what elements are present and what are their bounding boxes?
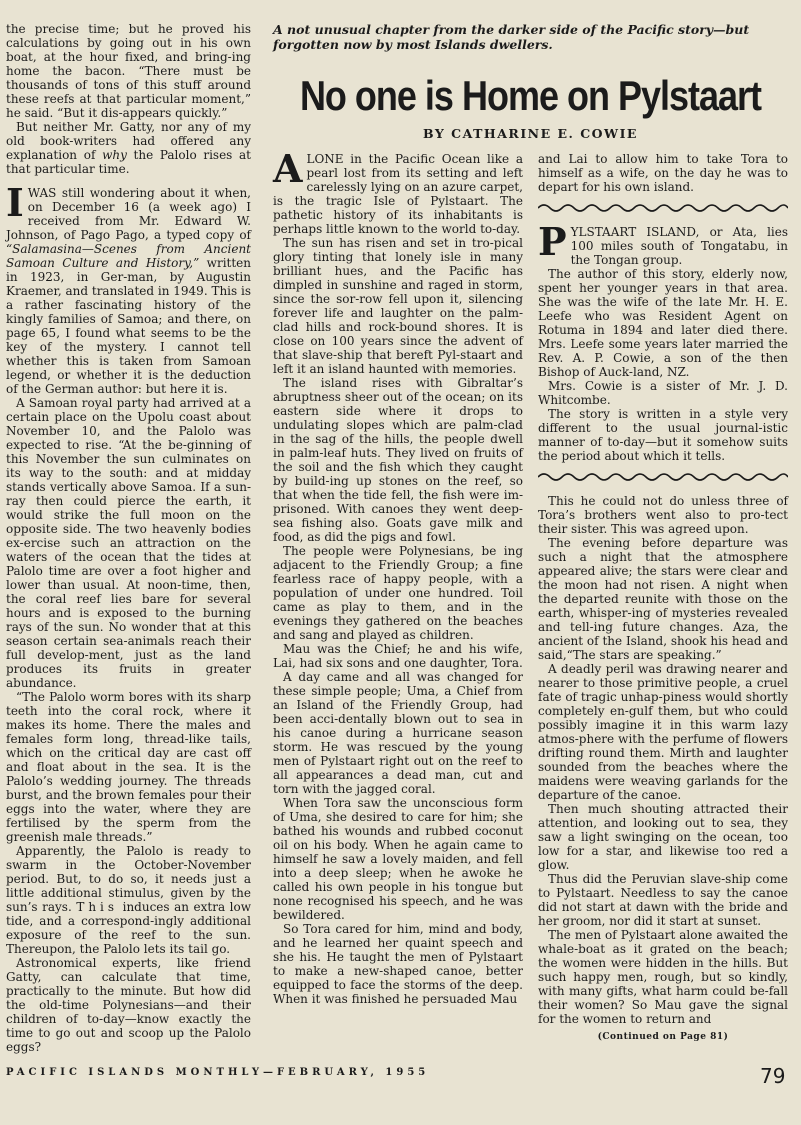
paragraph: the precise time; but he proved his calculations by going out in his own boat, at the hour fixed, and bring-ing home the bacon. “There must be thousands of tons of this stuff around these reefs at that particular moment,” he said. “But it dis-appears quickly.”: [6, 22, 251, 120]
paragraph: The author of this story, elderly now, spent her younger years in that area. She was the wife of the late Mr. H. E. Leefe who was Resident Agent on Rotuma in 1894 and later died there. Mrs. Leefe some years later married the Rev. A. P. Cowie, a son of the then Bishop of Auck-land, NZ.: [538, 267, 788, 379]
paragraph-dropcap: I WAS still wondering about it when, on December 16 (a week ago) I received from Mr. Edward W. Johnson, of Pago Pago, a typed copy of “Salamasina—Scenes from Ancient Samoan Culture and History,” written in 1923, in Ger-man, by Augustin Kraemer, and translated in 1949. This is a rather fascinating history of the kingly families of Samoa; and there, on page 65, I found what seems to be the key of the mystery. I cannot tell whether this is taken from Samoan legend, or whether it is the deduction of the German author: but here it is.: [6, 180, 252, 396]
drop-cap: A: [273, 146, 303, 191]
paragraph: The evening before departure was such a night that the atmosphere appeared alive; the stars were clear and the moon had not risen. A night when the departed reunite with those on the earth, whisper-ing of mysteries revealed and tell-ing future changes. Aza, the ancient of the Island, shook his head and said,“The stars are speaking.”: [538, 536, 788, 662]
wave-divider: [538, 471, 788, 483]
paragraph: Astronomical experts, like friend Gatty, can calculate that time, practically to the minute. But how did the old-time Polynesians—and their children of to-day—know exactly the time to go out and scoop up the Palolo eggs?: [6, 956, 251, 1054]
paragraph-dropcap: ALONE in the Pacific Ocean like a pearl lost from its setting and left carelessly lying on an azure carpet, is the tragic Isle of Pylstaart. The pathetic history of its inhabitants is perhaps little known to the world to-day.: [273, 146, 523, 236]
wave-divider: [538, 202, 788, 214]
paragraph: A day came and all was changed for these simple people; Uma, a Chief from an Island of the Friendly Group, had been acci-dentally blown out to sea in his canoe during a hurricane season storm. He was rescued by the young men of Pylstaart right out on the reef to all appearances a dead man, cut and torn with the jagged coral.: [273, 670, 523, 796]
paragraph: A deadly peril was drawing nearer and nearer to those primitive people, a cruel fate of tragic unhap-piness would shortly completely en-gulf them, but who could possibly imagine it in this warm lazy atmos-phere with the perfume of flowers drifting round them. Mirth and laughter sounded from the beaches where the maidens were weaving garlands for the departure of the canoe.: [538, 662, 788, 802]
continued-note: (Continued on Page 81): [597, 1032, 729, 1042]
paragraph: Apparently, the Palolo is ready to swarm in the October-November period. But, to do so, it needs just a little additional stimulus, given by the sun’s rays. This induces an extra low tide, and a correspond-ingly additional exposure of the reef to the sun. Thereupon, the Palolo lets its tail go.: [6, 844, 252, 956]
paragraph: A Samoan royal party had arrived at a certain place on the Upolu coast about November 10, and the Palolo was expected to rise. “At the be-ginning of this November the sun culminates on its way to the south: and at midday stands vertically above Samoa. If a sun-ray then could pierce the earth, it would strike the full moon on the opposite side. The two heavenly bodies ex-ercise such an attraction on the waters of the ocean that the tides at Palolo time are over a foot higher and lower than usual. At noon-time, then, the coral reef lies bare for several hours and is exposed to the burning rays of the sun. No wonder that at this season certain sea-animals reach their full develop-ment, just as the land produces its fruits in greater abundance.: [6, 396, 251, 690]
article-intro: A not unusual chapter from the darker side of the Pacific story—but forgotten now by most Islands dwellers.: [273, 22, 750, 52]
drop-cap: P: [538, 219, 567, 264]
paragraph: Thus did the Peruvian slave-ship come to Pylstaart. Needless to say the canoe did not start at dawn with the bride and her groom, nor did it start at sunset.: [538, 872, 788, 928]
paragraph: But neither Mr. Gatty, nor any of my old book-writers had offered any explanation of why the Palolo rises at that particular time.: [6, 120, 251, 176]
page-number: 79: [760, 1064, 786, 1088]
paragraph: The story is written in a style very different to the usual journal-istic manner of to-day—but it somehow suits the period about which it tells.: [538, 407, 788, 463]
paragraph: The island rises with Gibraltar’s abruptness sheer out of the ocean; on its eastern side where it drops to undulating slopes which are palm-clad in the sag of the hills, the people dwell in palm-leaf huts. They lived on fruits of the soil and the fish which they caught by build-ing up stones on the reef, so that when the tide fell, the fish were im-prisoned. With canoes they went deep-sea fishing also. Goats gave milk and food, as did the pigs and fowl.: [273, 376, 523, 544]
paragraph: The men of Pylstaart alone awaited the whale-boat as it grated on the beach; the women were hidden in the hills. But such happy men, rough, but so kindly, with many gifts, what harm could be-fall their women? So Mau gave the signal for the women to return and: [538, 928, 788, 1026]
paragraph: When Tora saw the unconscious form of Uma, she desired to care for him; she bathed his wounds and rubbed coconut oil on his body. When he again came to himself he saw a lovely maiden, and fell into a deep sleep; when he awoke he called his own people in his tongue but none recognised his speech, and he was bewildered.: [273, 796, 523, 922]
paragraph: Then much shouting attracted their attention, and looking out to sea, they saw a light swinging on the ocean, too low for a star, and likewise too red a glow.: [538, 802, 788, 872]
drop-cap: I: [6, 180, 24, 225]
paragraph-dropcap: PYLSTAART ISLAND, or Ata, lies 100 miles south of Tongatabu, in the Tongan group.: [538, 219, 788, 267]
article-headline: No one is Home on Pylstaart: [299, 71, 762, 119]
paragraph: Mrs. Cowie is a sister of Mr. J. D. Whitcombe.: [538, 379, 788, 407]
article-byline: BY CATHARINE E. COWIE: [423, 126, 638, 141]
paragraph: This he could not do unless three of Tora’s brothers went also to pro-tect their sister. This was agreed upon.: [538, 494, 788, 536]
paragraph: So Tora cared for him, mind and body, and he learned her quaint speech and she his. He taught the men of Pylstaart to make a new-shaped canoe, better equipped to face the storms of the deep. When it was finished he persuaded Mau: [273, 922, 523, 1006]
paragraph: “The Palolo worm bores with its sharp teeth into the coral rock, where it makes its home. There the males and females form long, thread-like tails, which on the critical day are cast off and float about in the sea. It is the Palolo’s wedding journey. The threads burst, and the brown females pour their eggs into the water, where they are fertilised by the sperm from the greenish male threads.”: [6, 690, 251, 844]
left-column: [6, 22, 251, 1054]
paragraph: The sun has risen and set in tro-pical glory tinting that lonely isle in many brilliant hues, and the Pacific has dimpled in sunshine and raged in storm, since the sor-row fell upon it, silencing forever life and laughter on the palm-clad hills and rock-bound shores. It is close on 100 years since the advent of that slave-ship that bereft Pyl-staart and left it an island haunted with memories.: [273, 236, 523, 376]
paragraph: and Lai to allow him to take Tora to himself as a wife, on the day he was to depart for his own island.: [538, 152, 788, 194]
right-column: [538, 152, 788, 1044]
paragraph: Mau was the Chief; he and his wife, Lai, had six sons and one daughter, Tora.: [273, 642, 523, 670]
middle-column: [273, 146, 523, 1006]
paragraph: The people were Polynesians, be ing adjacent to the Friendly Group; a fine fearless race of happy people, with a population of under one hundred. Toil came as play to them, and in the evenings they gathered on the beaches and sang and played as children.: [273, 544, 523, 642]
running-footer: PACIFIC ISLANDS MONTHLY—FEBRUARY, 1955: [6, 1067, 430, 1078]
